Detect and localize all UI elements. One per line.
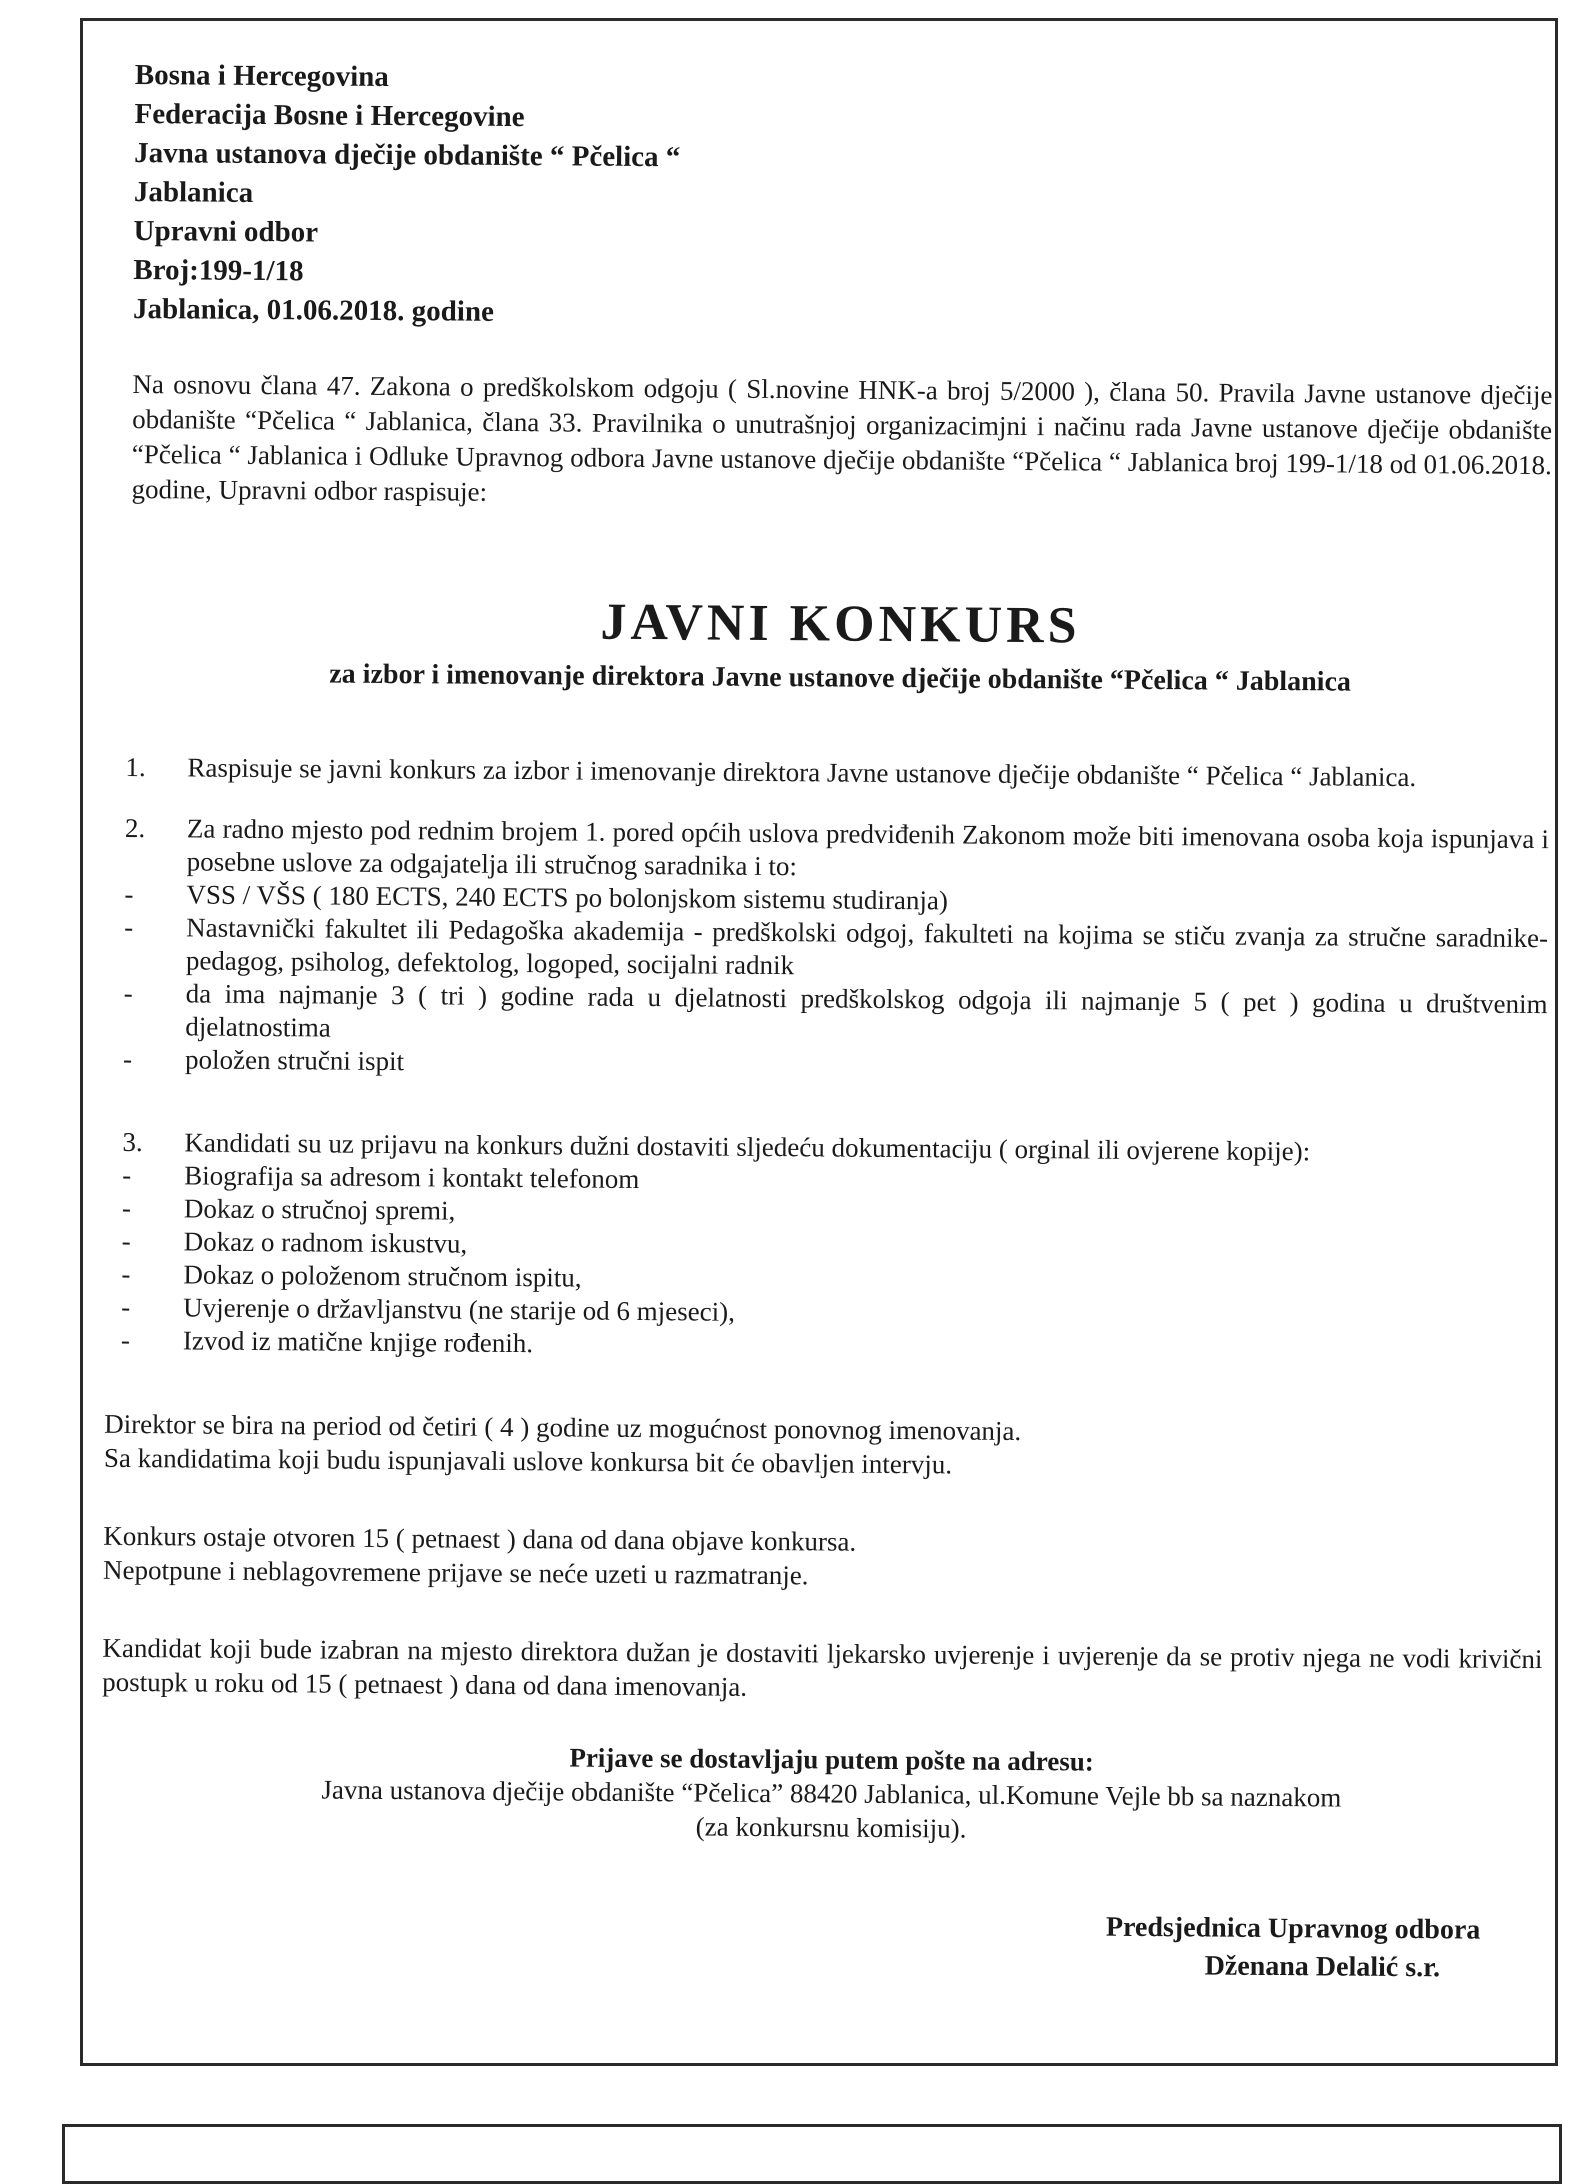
- bullet-dash: -: [124, 911, 134, 943]
- notice-frame: [80, 18, 1558, 2066]
- submission-note: (za konkursnu komisiju).: [695, 1811, 967, 1844]
- header-institution: Javna ustanova dječije obdanište “ Pčelica “: [134, 136, 681, 174]
- bullet-dash: -: [121, 1192, 132, 1224]
- interview-line: Sa kandidatima koji budu ispunjavali uslove konkursa bit će obavljen intervju.: [103, 1442, 953, 1480]
- intro-paragraph: Na osnovu člana 47. Zakona o predškolskom odgoju ( Sl.novine HNK-a broj 5/2000 ), člana 50. Pravila Javne ustanove dječije obdanište “Pčelica “ Jablanica, člana 33. Pravilnika o unutrašnjoj organizacimjni i načinu rada Javne ustanove dječije obdanište “Pčelica “ Jablanica i Odluke Upravnog odbora Javne ustanove dječije obdanište “Pčelica “ Jablanica broj 199-1/18 od 01.06.2018. godine, Upravni odbor raspisuje:: [131, 368, 1553, 507]
- next-notice-frame-edge: [62, 2124, 1562, 2184]
- document-text: Dokaz o položenom stručnom ispitu,: [183, 1259, 582, 1293]
- bullet-dash: -: [121, 1258, 131, 1290]
- document-text: Biografija sa adresom i kontakt telefonom: [184, 1160, 640, 1194]
- item-number: 3.: [122, 1126, 143, 1158]
- header-city: Jablanica: [133, 175, 254, 209]
- document-text: Uvjerenje o državljanstvu (ne starije od 6 mjeseci),: [183, 1292, 736, 1327]
- header-country: Bosna i Hercegovina: [134, 58, 389, 93]
- open-period-paragraph: [103, 1519, 1543, 1598]
- incomplete-applications-line: Nepotpune i neblagovremene prijave se neće uzeti u razmatranje.: [102, 1554, 809, 1591]
- requirement-text: da ima najmanje 3 ( tri ) godine rada u djelatnosti predškolskog odgoja ili najmanje 5 ( pet ) godina u društvenim djelatnostima: [185, 978, 1548, 1043]
- candidate-obligation-paragraph: Kandidat koji bude izabran na mjesto direktora dužan je dostaviti ljekarsko uvjerenje i uvjerenje da se protiv njega ne vodi krivični postupk u roku od 15 ( petnaest ) dana od dana imenovanja.: [102, 1632, 1543, 1702]
- open-period-line: Konkurs ostaje otvoren 15 ( petnaest ) dana od dana objave konkursa.: [103, 1520, 857, 1557]
- item-text: Za radno mjesto pod rednim brojem 1. pored općih uslova predviđenih Zakonom može biti imenovana osoba koja ispunjava i posebne uslove za odgajatelja ili stručnog saradnika i to:: [186, 813, 1550, 882]
- item-number: 2.: [124, 812, 146, 844]
- document-text: Izvod iz matične knjige rođenih.: [182, 1325, 534, 1359]
- bullet-dash: -: [124, 878, 134, 910]
- document-text: Dokaz o stručnoj spremi,: [183, 1193, 456, 1226]
- documents-list: [120, 1159, 1547, 1368]
- list-item-1: [125, 751, 1549, 795]
- requirement-item: [123, 977, 1548, 1054]
- submission-block: [121, 1737, 1542, 1850]
- director-term-line: Direktor se bira na period od četiri ( 4 ) godine uz mogućnost ponovnog imenovanja.: [104, 1408, 1022, 1447]
- document-text: Dokaz o radnom iskustvu,: [183, 1226, 468, 1259]
- item-text: Kandidati su uz prijavu na konkurs dužni dostaviti sljedeću dokumentaciju ( orginal ili ovjerene kopije):: [184, 1127, 1311, 1167]
- notice-content: [102, 56, 1555, 1988]
- header-board: Upravni odbor: [133, 214, 319, 249]
- item-text: Raspisuje se javni konkurs za izbor i imenovanje direktora Javne ustanove dječije obdanište “ Pčelica “ Jablanica.: [187, 752, 1417, 793]
- header-reference-number: Broj:199-1/18: [133, 253, 304, 288]
- submission-address: Javna ustanova dječije obdanište “Pčelica” 88420 Jablanica, ul.Komune Vejle bb sa naznakom: [321, 1774, 1342, 1813]
- issuer-header: [133, 56, 1555, 340]
- requirement-text: VSS / VŠS ( 180 ECTS, 240 ECTS po bolonjskom sistemu studiranja): [186, 879, 949, 916]
- header-federation: Federacija Bosne i Hercegovine: [134, 97, 525, 134]
- bullet-dash: -: [121, 1291, 131, 1323]
- signature-name: Dženana Delalić s.r.: [1204, 1950, 1441, 1984]
- bullet-dash: -: [121, 1225, 131, 1257]
- director-term-paragraph: [104, 1407, 1544, 1486]
- requirement-item: [124, 911, 1549, 988]
- bullet-dash: -: [123, 977, 133, 1009]
- requirement-text: položen stručni ispit: [185, 1044, 405, 1077]
- signature-role: Predsjednica Upravnog odbora: [1105, 1911, 1481, 1946]
- notice-title: JAVNI KONKURS: [600, 593, 1081, 655]
- bullet-dash: -: [123, 1043, 133, 1075]
- bullet-dash: -: [120, 1324, 131, 1355]
- list-item-2: [124, 812, 1550, 889]
- requirement-text: Nastavnički fakultet ili Pedagoška akademija - predškolski odgoj, fakulteti na kojima se stiču zvanja za stručne saradnike- pedagog, psiholog, defektolog, logoped, socijalni radnik: [185, 912, 1549, 981]
- notice-subtitle: za izbor i imenovanje direktora Javne ustanove dječije obdanište “Pčelica “ Jablanica: [329, 658, 1352, 698]
- bullet-dash: -: [122, 1159, 132, 1191]
- item-number: 1.: [125, 751, 146, 783]
- header-date: Jablanica, 01.06.2018. godine: [132, 292, 495, 328]
- submission-heading: Prijave se dostavljaju putem pošte na adresu:: [569, 1742, 1094, 1777]
- signature-block: [120, 1901, 1541, 1988]
- requirements-list: [123, 878, 1549, 1087]
